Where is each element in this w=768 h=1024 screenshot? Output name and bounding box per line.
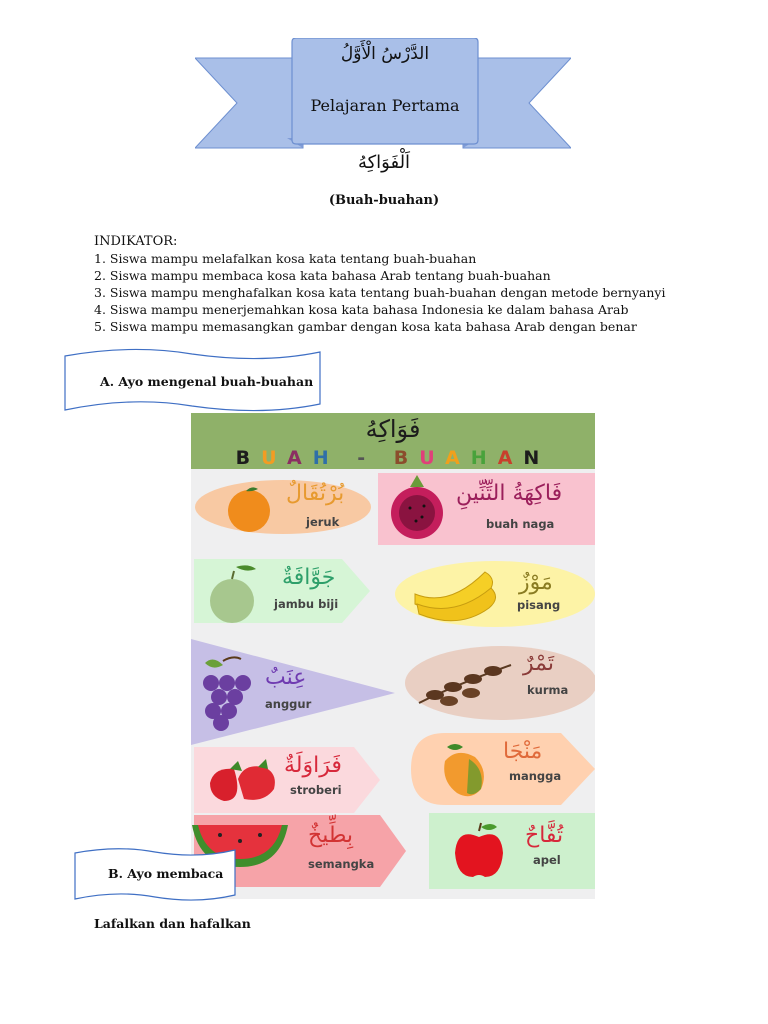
fruit-arabic: مَوْزٌ: [519, 570, 553, 595]
fruit-arabic: بِطِّيخٌ: [308, 823, 354, 848]
fruit-card-apel: [429, 813, 595, 889]
fruit-latin: buah naga: [486, 517, 555, 531]
fruit-arabic: جَوَّافَةٌ: [282, 565, 336, 590]
title-letter: A: [445, 447, 471, 469]
apple-icon: [449, 819, 509, 883]
closing-instruction: Lafalkan dan hafalkan: [94, 916, 251, 931]
orange-icon: [224, 483, 274, 533]
section-b-heading: B. Ayo membaca: [108, 866, 224, 881]
fruit-latin: stroberi: [290, 783, 342, 797]
strawberry-icon: [204, 755, 280, 805]
fruit-card-anggur: [191, 639, 395, 745]
title-letter: U: [261, 447, 287, 469]
fruit-card-jambu-biji: [194, 559, 370, 623]
section-a-heading: A. Ayo mengenal buah-buahan: [100, 374, 314, 389]
fruit-arabic: تَمْرٌ: [523, 651, 554, 676]
banana-icon: [409, 564, 499, 624]
indikator-list: [94, 250, 714, 335]
banner-arabic-title: الدَّرْسُ الْأَوَّلُ: [340, 44, 430, 64]
guava-icon: [206, 561, 260, 625]
title-letter: [376, 447, 394, 469]
indikator-item: 5. Siswa mampu memasangkan gambar dengan kosa kata bahasa Arab dengan benar: [94, 319, 637, 334]
dragonfruit-icon: [384, 473, 450, 543]
grapes-icon: [193, 653, 257, 733]
title-letter: [340, 447, 358, 469]
fruit-latin: jeruk: [306, 515, 340, 529]
title-letter: B: [393, 447, 420, 469]
title-letter: H: [312, 447, 340, 469]
fruit-latin: jambu biji: [274, 597, 339, 611]
title-letter: A: [497, 447, 524, 469]
fruit-card-stroberi: [194, 747, 380, 813]
banner-title: Pelajaran Pertama: [310, 96, 460, 115]
fruit-poster: [191, 413, 595, 899]
title-letter: N: [523, 447, 551, 469]
indikator-item: 4. Siswa mampu menerjemahkan kosa kata bahasa Indonesia ke dalam bahasa Arab: [94, 302, 629, 317]
fruit-card-buah-naga: [378, 473, 595, 545]
title-letter: A: [286, 447, 313, 469]
fruit-latin: pisang: [517, 598, 561, 612]
title-letter: H: [470, 447, 498, 469]
topic-title: (Buah-buahan): [328, 193, 440, 208]
title-letter: U: [419, 447, 446, 469]
poster-arabic-title: فَوَاكِهُ: [365, 415, 421, 443]
fruit-arabic: فَرَاوَلَةٌ: [284, 753, 342, 778]
fruit-card-pisang: [391, 560, 595, 628]
indikator-heading: INDIKATOR:: [94, 234, 178, 249]
fruit-arabic: تُفَّاحٌ: [525, 823, 564, 848]
fruit-latin: anggur: [265, 697, 312, 711]
title-letter: -: [357, 447, 377, 469]
topic-arabic: اَلْفَوَاكِهُ: [357, 152, 411, 173]
fruit-card-kurma: [401, 645, 595, 721]
fruit-latin: kurma: [527, 683, 569, 697]
fruit-arabic: عِنَبٌ: [265, 665, 307, 690]
fruit-latin: apel: [533, 853, 561, 867]
mango-icon: [433, 737, 493, 803]
indikator-item: 3. Siswa mampu menghafalkan kosa kata tentang buah-buahan dengan metode bernyanyi: [94, 285, 666, 300]
title-letter: B: [235, 447, 262, 469]
fruit-arabic: بُرْتُقَالٌ: [286, 481, 345, 506]
fruit-arabic: مَنْجَا: [503, 739, 543, 764]
poster-title: [191, 447, 595, 469]
indikator-item: 2. Siswa mampu membaca kosa kata bahasa Arab tentang buah-buahan: [94, 268, 551, 283]
fruit-latin: semangka: [308, 857, 375, 871]
dates-icon: [415, 659, 515, 709]
indikator-item: 1. Siswa mampu melafalkan kosa kata tentang buah-buahan: [94, 251, 477, 266]
fruit-card-jeruk: [194, 479, 372, 535]
fruit-latin: mangga: [509, 769, 562, 783]
fruit-card-mangga: [411, 731, 595, 807]
fruit-arabic: فَاكِهَةُ التِّنِّينِ: [456, 481, 563, 506]
